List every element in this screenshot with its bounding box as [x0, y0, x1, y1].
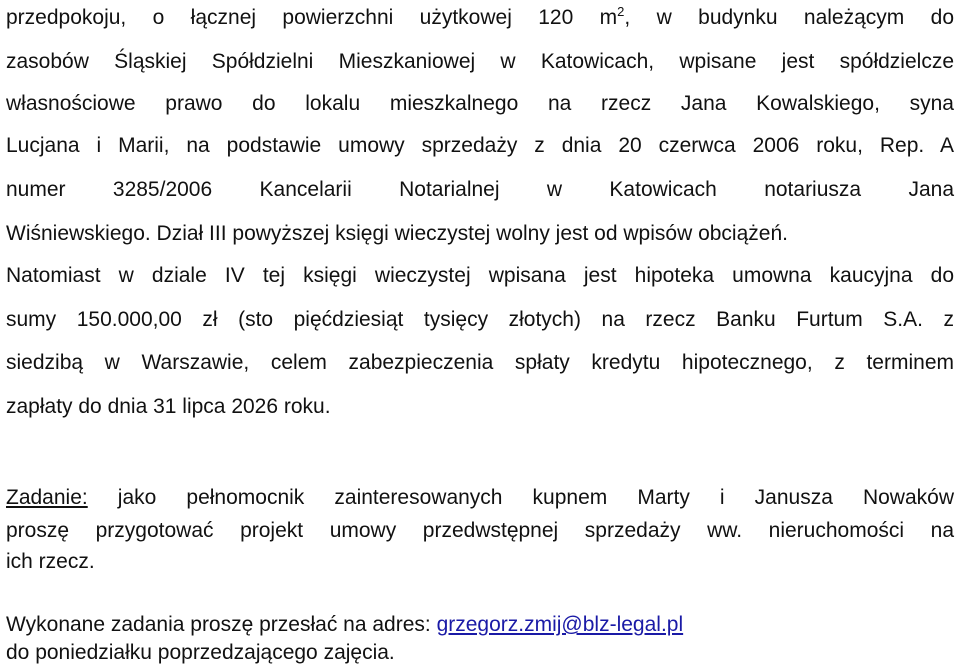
paragraph-line-10: zapłaty do dnia 31 lipca 2026 roku. [6, 395, 331, 418]
paragraph-line-1 [6, 5, 954, 31]
superscript-2: 2 [617, 4, 625, 19]
task-label: Zadanie: [6, 486, 88, 509]
submission-line-1 [6, 612, 954, 638]
paragraph-line-5: numer 3285/2006 Kancelarii Notarialnej w Katowicach notariusza Jana [6, 178, 954, 201]
paragraph-line-4: Lucjana i Marii, na podstawie umowy sprzedaży z dnia 20 czerwca 2006 roku, Rep. A [6, 134, 954, 157]
paragraph-line-2: zasobów Śląskiej Spółdzielni Mieszkaniowej w Katowicach, wpisane jest spółdzielcze [6, 50, 954, 73]
paragraph-line-7: Natomiast w dziale IV tej księgi wieczystej wpisana jest hipoteka umowna kaucyjna do [6, 264, 954, 287]
paragraph-line-3: własnościowe prawo do lokalu mieszkalnego na rzecz Jana Kowalskiego, syna [6, 92, 954, 115]
paragraph-line-1-text: przedpokoju, o łącznej powierzchni użytkowej 120 m [6, 6, 618, 29]
submission-line-2: do poniedziałku poprzedzającego zajęcia. [6, 641, 395, 664]
submission-prefix: Wykonane zadania proszę przesłać na adres: [6, 613, 437, 636]
paragraph-line-1-tail: , w budynku należącym do [624, 6, 955, 29]
email-link[interactable]: grzegorz.zmij@blz-legal.pl [436, 613, 684, 636]
task-line-1-rest: jako pełnomocnik zainteresowanych kupnem Marty i Janusza Nowaków [87, 486, 954, 509]
task-line-1 [6, 485, 954, 511]
paragraph-line-9: siedzibą w Warszawie, celem zabezpieczenia spłaty kredytu hipotecznego, z terminem [6, 351, 954, 374]
task-line-2: proszę przygotować projekt umowy przedwstępnej sprzedaży ww. nieruchomości na [6, 519, 954, 542]
paragraph-line-8: sumy 150.000,00 zł (sto pięćdziesiąt tysięcy złotych) na rzecz Banku Furtum S.A. z [6, 308, 954, 331]
task-line-3: ich rzecz. [6, 550, 95, 573]
paragraph-line-6: Wiśniewskiego. Dział III powyższej księgi wieczystej wolny jest od wpisów obciążeń. [6, 222, 788, 245]
